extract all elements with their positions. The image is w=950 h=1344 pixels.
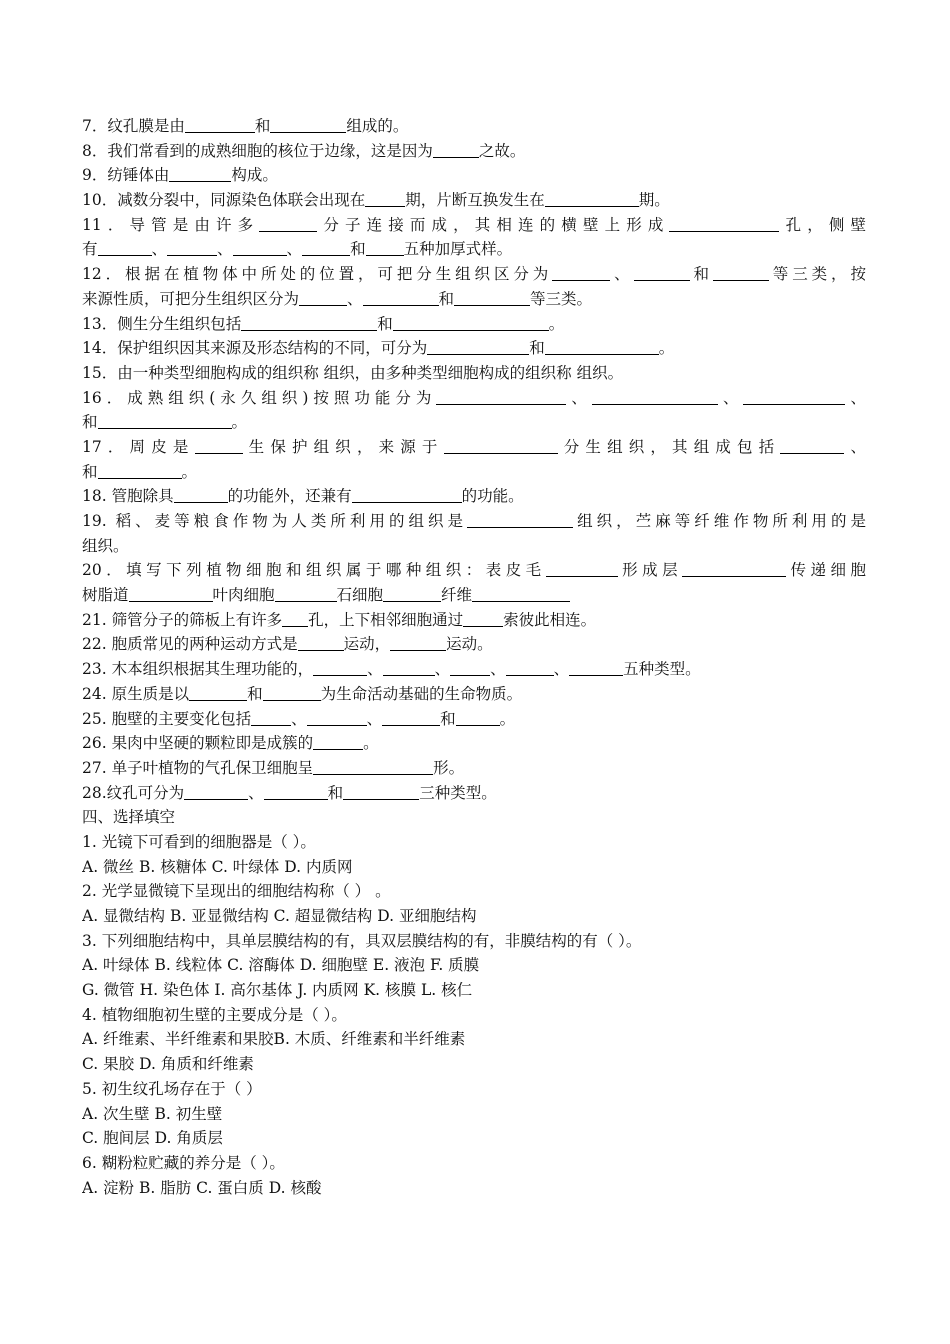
text-line <box>82 237 866 262</box>
fill-in-blank <box>259 216 317 232</box>
fill-in-blank <box>433 142 479 158</box>
fill-in-blank <box>545 191 639 207</box>
text-run: 、 <box>717 388 744 407</box>
text-run: 运动。 <box>446 635 493 654</box>
text-run: 16．成熟组织(永久组织)按照功能分为 <box>82 388 437 407</box>
text-run: 6. 糊粉粒贮藏的养分是（ ）。 <box>82 1153 285 1172</box>
text-line <box>82 213 866 238</box>
text-line <box>82 534 866 559</box>
text-run: 17．周皮是 <box>82 437 195 456</box>
text-run: 。 <box>181 462 198 481</box>
text-run: 期。 <box>638 191 670 210</box>
text-run: 、 <box>610 265 634 284</box>
text-line <box>82 163 866 188</box>
text-line <box>82 1126 866 1151</box>
text-run: 、 <box>553 660 570 679</box>
text-line <box>82 608 866 633</box>
text-run: 和 <box>438 289 455 308</box>
text-run: 和 <box>254 117 271 135</box>
text-line <box>82 929 866 954</box>
text-run: 、 <box>845 388 866 407</box>
text-run: 1. 光镜下可看到的细胞器是（ ）。 <box>82 832 316 851</box>
text-line <box>82 879 866 904</box>
fill-in-blank <box>233 240 287 256</box>
text-run: 等三类，按 <box>768 265 866 284</box>
text-run: 孔，侧壁 <box>779 215 866 234</box>
fill-in-blank <box>383 586 441 602</box>
fill-in-blank <box>456 710 500 726</box>
text-run: 10．减数分裂中，同源染色体联会出现在 <box>82 191 366 210</box>
text-line <box>82 1077 866 1102</box>
fill-in-blank <box>463 611 503 627</box>
text-run: 组成的。 <box>346 117 409 135</box>
text-run: 和 <box>82 462 98 481</box>
text-run: 三种类型。 <box>419 783 497 802</box>
text-run: 、 <box>291 709 307 728</box>
text-run: 、 <box>434 660 451 679</box>
text-run: 20．填写下列植物细胞和组织属于哪种组织：表皮毛 <box>82 561 546 580</box>
text-run: 和 <box>247 684 263 703</box>
text-line <box>82 262 866 287</box>
fill-in-blank <box>467 512 573 528</box>
text-line <box>82 386 866 411</box>
text-line <box>82 139 866 164</box>
fill-in-blank <box>270 117 346 133</box>
text-run: 和 <box>529 339 545 358</box>
text-run: 组织，苎麻等纤维作物所利用的是 <box>573 512 866 530</box>
text-line <box>82 632 866 657</box>
text-run: 13．侧生分生组织包括 <box>82 314 242 333</box>
fill-in-blank <box>167 240 217 256</box>
text-run: 8．我们常看到的成熟细胞的核位于边缘，这是因为 <box>82 141 433 160</box>
text-line <box>82 558 866 583</box>
text-line <box>82 805 866 830</box>
text-run: 28.纹孔可分为 <box>82 783 185 802</box>
text-run: 23. 木本组织根据其生理功能的， <box>82 660 314 679</box>
text-run: 和 <box>82 413 98 432</box>
text-run: 孔，上下相邻细胞通过 <box>308 610 464 629</box>
text-run: 石细胞 <box>336 586 384 605</box>
text-run: 的功能。 <box>461 487 524 506</box>
text-run: 四、选择填空 <box>82 808 176 827</box>
text-run: 期，片断互换发生在 <box>405 191 545 210</box>
fill-in-blank <box>390 635 446 651</box>
text-run: 分子连接而成，其相连的横壁上形成 <box>317 215 670 234</box>
fill-in-blank <box>174 487 228 503</box>
fill-in-blank <box>780 438 844 454</box>
fill-in-blank <box>669 216 779 232</box>
text-run: 。 <box>499 709 516 728</box>
text-run: 。 <box>363 734 379 753</box>
text-line <box>82 953 866 978</box>
text-line <box>82 1176 866 1201</box>
fill-in-blank <box>546 561 618 577</box>
text-line <box>82 114 866 139</box>
fill-in-blank <box>98 240 152 256</box>
text-run: 、 <box>566 388 592 407</box>
text-line <box>82 410 866 435</box>
text-line <box>82 361 866 386</box>
text-line <box>82 583 866 608</box>
fill-in-blank <box>366 240 404 256</box>
fill-in-blank <box>472 586 570 602</box>
fill-in-blank <box>352 487 462 503</box>
fill-in-blank <box>383 660 435 676</box>
text-run: A. 显微结构 B. 亚显微结构 C. 超显微结构 D. 亚细胞结构 <box>82 907 477 925</box>
text-run: 和 <box>350 240 366 259</box>
text-line <box>82 435 866 460</box>
text-line <box>82 1102 866 1127</box>
text-run: 之故。 <box>478 141 526 160</box>
fill-in-blank <box>264 784 328 800</box>
text-run: 9．纺锤体由 <box>82 166 170 185</box>
text-line <box>82 830 866 855</box>
fill-in-blank <box>129 586 213 602</box>
text-run: 3. 下列细胞结构中，具单层膜结构的有，具双层膜结构的有，非膜结构的有（ ）。 <box>82 931 642 950</box>
text-run: 7．纹孔膜是由 <box>82 117 185 135</box>
fill-in-blank <box>275 586 337 602</box>
text-run: 和 <box>377 314 393 333</box>
fill-in-blank <box>169 166 231 182</box>
text-run: 五种类型。 <box>623 660 701 679</box>
text-run: 15．由一种类型细胞构成的组织称 组织，由多种类型细胞构成的组织称 组织。 <box>82 363 624 382</box>
fill-in-blank <box>743 389 845 405</box>
text-run: 。 <box>548 314 565 333</box>
text-line <box>82 781 866 806</box>
text-run: 、 <box>366 709 383 728</box>
fill-in-blank <box>569 660 623 676</box>
text-run: C. 胞间层 D. 角质层 <box>82 1129 223 1148</box>
fill-in-blank <box>184 784 248 800</box>
text-run: 、 <box>151 240 168 259</box>
text-line <box>82 682 866 707</box>
text-line <box>82 336 866 361</box>
text-run: 来源性质，可把分生组织区分为 <box>82 289 300 308</box>
fill-in-blank <box>263 685 321 701</box>
text-run: 形成层 <box>617 561 683 580</box>
fill-in-blank <box>545 339 659 355</box>
text-run: G. 微管 H. 染色体 I. 高尔基体 J. 内质网 K. 核膜 L. 核仁 <box>82 981 473 1000</box>
fill-in-blank <box>682 561 786 577</box>
text-run: A. 纤维素、半纤维素和果胶B. 木质、纤维素和半纤维素 <box>82 1030 466 1049</box>
fill-in-blank <box>427 339 529 355</box>
document-body <box>82 114 866 1200</box>
text-run: 五种加厚式样。 <box>403 240 513 259</box>
fill-in-blank <box>444 438 558 454</box>
fill-in-blank <box>393 315 549 331</box>
text-line <box>82 756 866 781</box>
fill-in-blank <box>299 290 347 306</box>
fill-in-blank <box>450 660 490 676</box>
fill-in-blank <box>454 290 530 306</box>
text-run: A. 淀粉 B. 脂肪 C. 蛋白质 D. 核酸 <box>82 1178 322 1197</box>
text-run: 4. 植物细胞初生壁的主要成分是（ ）。 <box>82 1005 347 1024</box>
text-run: 26. 果肉中坚硬的颗粒即是成簇的 <box>82 734 314 753</box>
text-line <box>82 1003 866 1028</box>
fill-in-blank <box>195 438 243 454</box>
text-run: 27. 单子叶植物的气孔保卫细胞呈 <box>82 758 314 777</box>
text-run: 、 <box>286 240 303 259</box>
text-run: 的功能外，还兼有 <box>227 487 352 506</box>
fill-in-blank <box>365 191 405 207</box>
text-run: 构成。 <box>231 166 278 185</box>
fill-in-blank <box>436 389 566 405</box>
text-run: 。 <box>231 413 248 432</box>
fill-in-blank <box>298 635 344 651</box>
text-run: 19. 稻、麦等粮食作物为人类所利用的组织是 <box>82 512 468 530</box>
fill-in-blank <box>552 265 610 281</box>
text-run: 2. 光学显微镜下呈现出的细胞结构称（ ） 。 <box>82 882 391 901</box>
text-line <box>82 731 866 756</box>
text-line <box>82 312 866 337</box>
text-run: 为生命活动基础的生命物质。 <box>320 684 523 703</box>
text-run: 18. 管胞除具 <box>82 487 174 506</box>
fill-in-blank <box>313 660 367 676</box>
text-run: 和 <box>440 709 456 728</box>
text-run: 11．导管是由许多 <box>82 215 260 234</box>
text-run: 。 <box>658 339 675 358</box>
text-line <box>82 978 866 1003</box>
text-line <box>82 1027 866 1052</box>
text-run: 树脂道 <box>82 586 129 605</box>
text-run: 22. 胞质常见的两种运动方式是 <box>82 635 298 654</box>
text-run: 组织。 <box>82 536 129 555</box>
text-line <box>82 855 866 880</box>
text-line <box>82 1052 866 1077</box>
text-run: 21. 筛管分子的筛板上有许多 <box>82 610 283 629</box>
fill-in-blank <box>98 463 182 479</box>
fill-in-blank <box>189 685 247 701</box>
text-run: C. 果胶 D. 角质和纤维素 <box>82 1055 254 1074</box>
text-line <box>82 1151 866 1176</box>
fill-in-blank <box>634 265 690 281</box>
fill-in-blank <box>302 240 350 256</box>
fill-in-blank <box>382 710 440 726</box>
text-run: 传递细胞 <box>786 561 866 580</box>
text-run: 、 <box>844 437 866 456</box>
fill-in-blank <box>363 290 439 306</box>
text-run: 运动， <box>343 635 391 654</box>
fill-in-blank <box>506 660 554 676</box>
text-run: 、 <box>347 289 363 308</box>
text-line <box>82 484 866 509</box>
text-run: A. 叶绿体 B. 线粒体 C. 溶酶体 D. 细胞壁 E. 液泡 F. 质膜 <box>82 956 480 975</box>
text-run: 索彼此相连。 <box>503 610 597 629</box>
text-line <box>82 460 866 485</box>
text-run: A. 微丝 B. 核糖体 C. 叶绿体 D. 内质网 <box>82 857 353 876</box>
text-line <box>82 509 866 534</box>
fill-in-blank <box>313 734 363 750</box>
text-run: 有 <box>82 240 98 259</box>
text-run: 5. 初生纹孔场存在于（ ） <box>82 1079 262 1098</box>
fill-in-blank <box>713 265 769 281</box>
text-run: 、 <box>248 783 264 802</box>
text-line <box>82 657 866 682</box>
text-run: 、 <box>217 240 233 259</box>
text-run: 纤维 <box>441 586 473 605</box>
text-run: 12．根据在植物体中所处的位置，可把分生组织区分为 <box>82 265 553 284</box>
text-line <box>82 287 866 312</box>
fill-in-blank <box>241 315 377 331</box>
text-run: 14．保护组织因其来源及形态结构的不同，可分为 <box>82 339 428 358</box>
text-run: 叶肉细胞 <box>212 586 275 605</box>
text-run: 25. 胞壁的主要变化包括 <box>82 709 252 728</box>
fill-in-blank <box>313 759 433 775</box>
fill-in-blank <box>307 710 367 726</box>
fill-in-blank <box>185 117 255 133</box>
fill-in-blank <box>592 389 718 405</box>
text-line <box>82 707 866 732</box>
fill-in-blank <box>98 413 232 429</box>
text-run: 分生组织，其组成包括 <box>557 437 781 456</box>
text-run: 形。 <box>433 758 465 777</box>
text-run: A. 次生壁 B. 初生壁 <box>82 1104 223 1123</box>
text-run: 、 <box>367 660 383 679</box>
text-run: 和 <box>689 265 713 284</box>
fill-in-blank <box>343 784 419 800</box>
text-run: 等三类。 <box>530 289 593 308</box>
text-run: 、 <box>490 660 506 679</box>
text-line <box>82 188 866 213</box>
text-line <box>82 904 866 929</box>
fill-in-blank <box>282 611 308 627</box>
fill-in-blank <box>251 710 291 726</box>
text-run: 和 <box>327 783 344 802</box>
text-run: 24. 原生质是以 <box>82 684 190 703</box>
text-run: 生保护组织，来源于 <box>242 437 444 456</box>
